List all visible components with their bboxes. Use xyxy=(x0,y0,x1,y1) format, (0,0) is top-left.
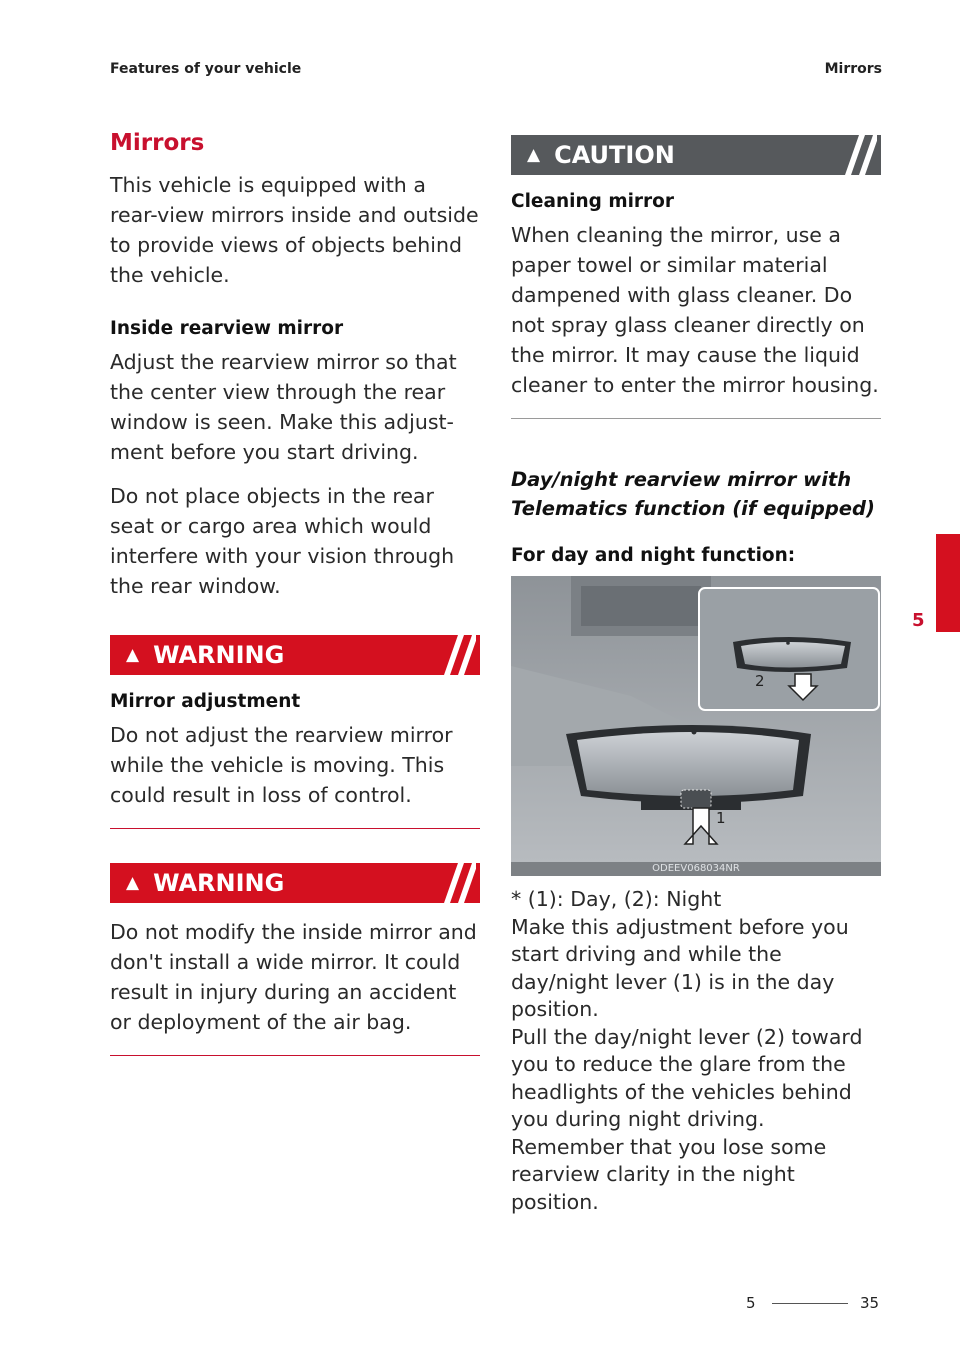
warning-triangle-icon: ▲ xyxy=(126,645,140,665)
running-header-section: Features of your vehicle xyxy=(110,61,302,77)
divider xyxy=(110,828,480,829)
footer-divider xyxy=(772,1303,848,1304)
footer-chapter: 5 xyxy=(746,1294,756,1312)
inside-mirror-heading: Inside rearview mirror xyxy=(110,318,344,339)
chapter-tab-number: 5 xyxy=(912,610,925,631)
intro-paragraph: This vehicle is equipped with a rear-view mirrors inside and outside to provide views of objects behind the vehicle. xyxy=(110,173,479,287)
caution-label: CAUTION xyxy=(554,141,675,169)
day-night-heading: For day and night function: xyxy=(511,545,796,566)
warning-label: WARNING xyxy=(153,869,285,897)
section-title: Mirrors xyxy=(110,130,205,156)
instruction-line: Pull the day/night lever (2) toward you to reduce the glare from the headlights of the vehicles behind you during night driving. xyxy=(511,1024,863,1131)
warning-banner-1 xyxy=(110,635,480,675)
figure-code: ODEEV068034NR xyxy=(511,862,881,876)
callout-2: 2 xyxy=(755,672,765,690)
instruction-line: Make this adjustment before you start driving and while the day/night lever (1) is in the day position. xyxy=(511,914,849,1021)
running-header-topic: Mirrors xyxy=(824,61,882,77)
instructions-block xyxy=(511,886,881,1216)
callout-1: 1 xyxy=(716,809,726,827)
caution-heading: Cleaning mirror xyxy=(511,191,675,212)
instruction-line: Remember that you lose some rearview clarity in the night position. xyxy=(511,1134,827,1214)
warning1-text: Do not adjust the rearview mirror while the vehicle is moving. This could result in loss of control. xyxy=(110,723,453,807)
warning2-text: Do not modify the inside mirror and don't install a wide mirror. It could result in injury during an accident or deployment of the air bag. xyxy=(110,920,477,1034)
objects-paragraph: Do not place objects in the rear seat or cargo area which would interfere with your vision through the rear window. xyxy=(110,484,455,598)
divider xyxy=(511,418,881,419)
telematics-heading: Day/night rearview mirror with Telematics function (if equipped) xyxy=(511,468,875,520)
mirror-illustration xyxy=(511,576,881,876)
adjust-paragraph: Adjust the rearview mirror so that the center view through the rear window is seen. Make this adjust-ment before you start driving. xyxy=(110,350,457,464)
banner-slash-icon xyxy=(430,635,476,675)
warning-banner-2 xyxy=(110,863,480,903)
right-column xyxy=(511,130,881,1216)
warning-triangle-icon: ▲ xyxy=(126,873,140,893)
caution-text: When cleaning the mirror, use a paper towel or similar material dampened with glass cleaner. Do not spray glass cleaner directly on the mirror. It may cause the liquid cleaner to enter the mirror housing. xyxy=(511,223,879,397)
banner-slash-icon xyxy=(430,863,476,903)
divider xyxy=(110,1055,480,1056)
day-night-legend: * (1): Day, (2): Night xyxy=(511,887,722,911)
mirror-illustration-graphic xyxy=(511,576,881,876)
caution-banner xyxy=(511,135,881,175)
warning1-heading: Mirror adjustment xyxy=(110,691,301,712)
banner-slash-icon xyxy=(831,135,877,175)
left-column xyxy=(110,130,480,1090)
chapter-tab xyxy=(936,534,960,632)
page-number: 35 xyxy=(860,1294,880,1312)
caution-triangle-icon: ▲ xyxy=(527,145,541,165)
warning-label: WARNING xyxy=(153,641,285,669)
